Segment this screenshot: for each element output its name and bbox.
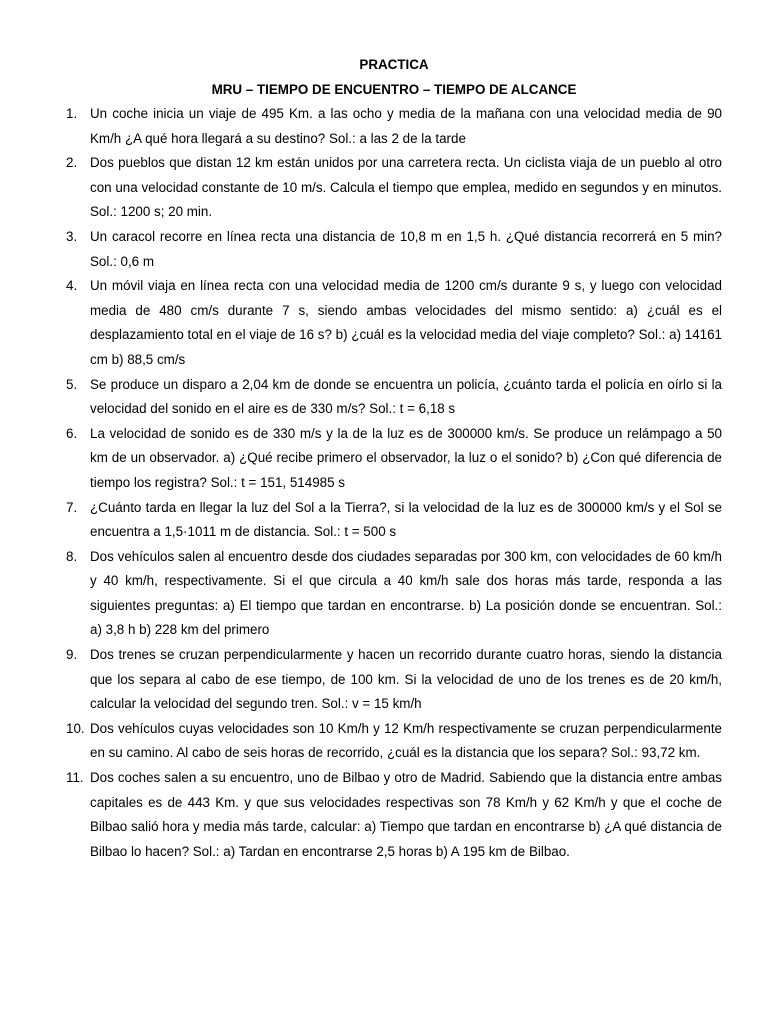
problem-text: Un coche inicia un viaje de 495 Km. a las ocho y media de la mañana con una velocidad media de 90 Km/h ¿A qué hora llegará a su destino? Sol.: a las 2 de la tarde [90,106,722,146]
problem-number: 1. [66,106,78,121]
problem-text: Dos vehículos salen al encuentro desde dos ciudades separadas por 300 km, con velocidades de 60 km/h y 40 km/h, respectivamente. Si el que circula a 40 km/h sale dos horas más tarde, responda a las siguientes preguntas: a) El tiempo que tardan en encontrarse. b) La posición donde se encuentran. Sol.: a) 3,8 h b) 228 km del primero [90,548,722,638]
problem-item [66,643,722,717]
problem-text: Dos trenes se cruzan perpendicularmente y hacen un recorrido durante cuatro horas, siendo la distancia que los separa al cabo de ese tiempo, de 100 km. Si la velocidad de uno de los trenes es de 20 km/h, calcular la velocidad del segundo tren. Sol.: v = 15 km/h [90,647,722,712]
problem-item [66,496,722,545]
problem-number: 5. [66,376,78,392]
problem-number: 10. [66,720,85,736]
problem-text: ¿Cuánto tarda en llegar la luz del Sol a la Tierra?, si la velocidad de la luz es de 300000 km/s y el Sol se encuentra a 1,5·1011 m de distancia. Sol.: t = 500 s [90,499,722,540]
problem-item [66,373,722,422]
document-subtitle: MRU – TIEMPO DE ENCUENTRO – TIEMPO DE ALCANCE [211,82,577,97]
problem-item [66,102,722,151]
document-title: PRACTICA [359,57,429,72]
problem-item [66,422,722,496]
problem-item [66,766,722,864]
problem-text: Dos vehículos cuyas velocidades son 10 Km/h y 12 Km/h respectivamente se cruzan perpendicularmente en su camino. Al cabo de seis horas de recorrido, ¿cuál es la distancia que los separa? Sol.: 93,72 km. [90,720,722,761]
problem-number: 11. [66,770,84,786]
problem-list [66,102,722,864]
problem-number: 8. [66,548,78,564]
problem-text: Dos coches salen a su encuentro, uno de Bilbao y otro de Madrid. Sabiendo que la distancia entre ambas capitales es de 443 Km. y que sus velocidades respectivas son 78 Km/h y 62 Km/h y que el coche de Bilbao salió hora y media más tarde, calcular: a) Tiempo que tardan en encontrarse b) ¿A qué distancia de Bilbao lo hacen? Sol.: a) Tardan en encontrarse 2,5 horas b) A 195 km de Bilbao. [90,770,722,859]
problem-item [66,274,722,372]
problem-number: 4. [66,278,78,294]
problem-number: 2. [66,155,78,171]
problem-item [66,717,722,766]
problem-text: Un caracol recorre en línea recta una distancia de 10,8 m en 1,5 h. ¿Qué distancia recorrerá en 5 min? Sol.: 0,6 m [90,228,722,269]
problem-text: Dos pueblos que distan 12 km están unidos por una carretera recta. Un ciclista viaja de un pueblo al otro con una velocidad constante de 10 m/s. Calcula el tiempo que emplea, medido en segundos y en minutos. Sol.: 1200 s; 20 min. [90,155,722,220]
problem-text: Se produce un disparo a 2,04 km de donde se encuentra un policía, ¿cuánto tarda el policía en oírlo si la velocidad del sonido en el aire es de 330 m/s? Sol.: t = 6,18 s [90,376,722,417]
problem-text: Un móvil viaja en línea recta con una velocidad media de 1200 cm/s durante 9 s, y luego con velocidad media de 480 cm/s durante 7 s, siendo ambas velocidades del mismo sentido: a) ¿cuál es el desplazamiento total en el viaje de 16 s? b) ¿cuál es la velocidad media del viaje completo? Sol.: a) 14161 cm b) 88,5 cm/s [90,278,722,367]
problem-item [66,151,722,225]
problem-number: 9. [66,647,78,663]
problem-item [66,225,722,274]
problem-number: 6. [66,425,78,441]
problem-text: La velocidad de sonido es de 330 m/s y la de la luz es de 300000 km/s. Se produce un relámpago a 50 km de un observador. a) ¿Qué recibe primero el observador, la luz o el sonido? b) ¿Con qué diferencia de tiempo los registra? Sol.: t = 151, 514985 s [90,425,722,490]
problem-item [66,545,722,643]
problem-number: 7. [66,499,78,515]
problem-number: 3. [66,228,78,244]
